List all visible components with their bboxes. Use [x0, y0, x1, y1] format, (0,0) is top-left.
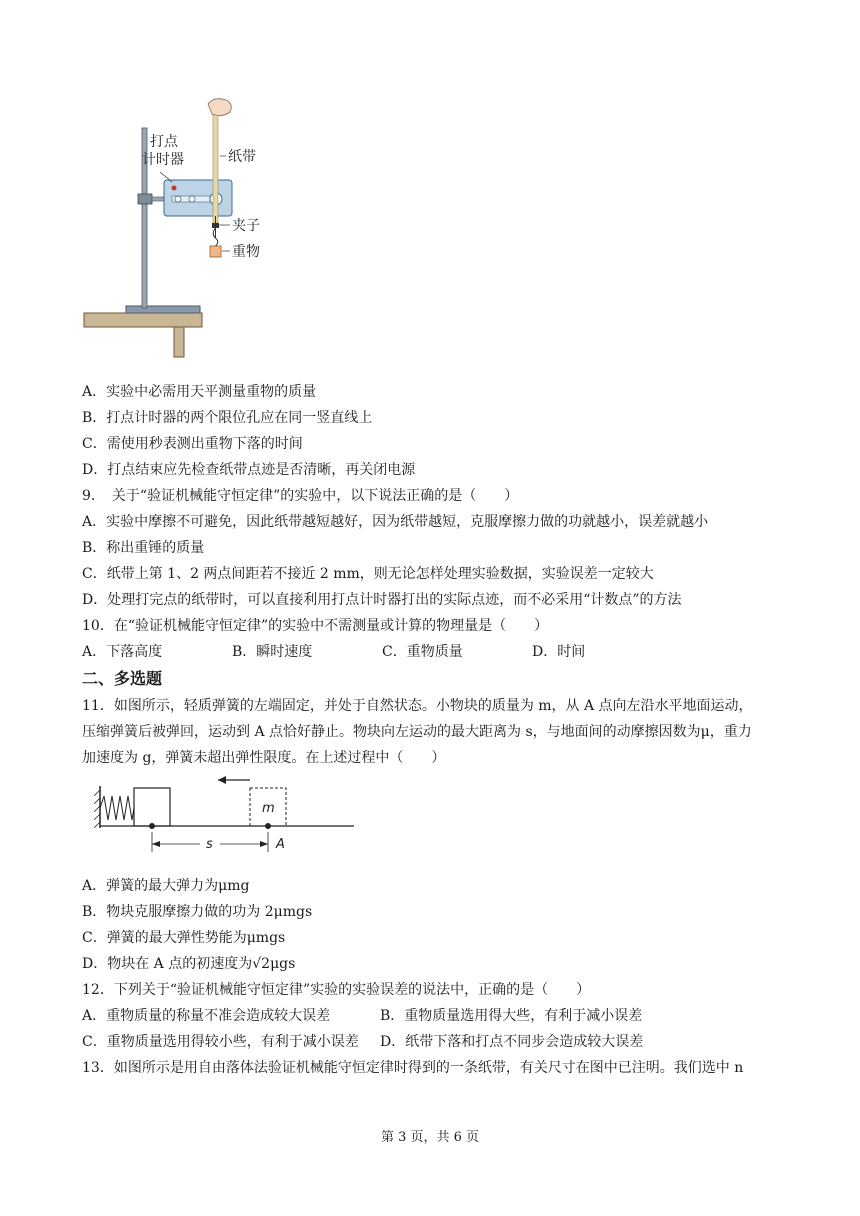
- q10-options: [82, 642, 585, 662]
- label-weight: 重物: [232, 244, 260, 260]
- q9-option-c: C．纸带上第 1、2 两点间距若不接近 2 mm，则无论怎样处理实验数据，实验误差一定较大: [82, 566, 654, 582]
- q12-options-row1: [82, 1006, 642, 1026]
- q9-option-d: D．处理打完点的纸带时，可以直接利用打点计时器打出的实际点迹，而不必采用“计数点”的方法: [82, 592, 682, 608]
- q11-stem-line1: 11．如图所示，轻质弹簧的左端固定，并处于自然状态。小物块的质量为 m，从 A 点向左沿水平地面运动，: [82, 698, 753, 714]
- apparatus-figure: [80, 98, 280, 360]
- q12-stem: 12．下列关于“验证机械能守恒定律”实验的实验误差的说法中，正确的是（ ）: [82, 982, 591, 998]
- page-number: 第 3 页，共 6 页: [380, 1130, 480, 1145]
- q12-option-d: D．纸带下落和打点不同步会造成较大误差: [380, 1034, 644, 1050]
- q8-option-b: B．打点计时器的两个限位孔应在同一竖直线上: [82, 410, 373, 426]
- spring-block-figure: [90, 772, 360, 858]
- label-A: A: [276, 837, 285, 852]
- q12-option-a: A．重物质量的称量不准会造成较大误差: [82, 1008, 331, 1024]
- q12-option-b: B．重物质量选用得大些，有利于减小误差: [380, 1008, 643, 1024]
- q9-stem: 9． 关于“验证机械能守恒定律”的实验中，以下说法正确的是（ ）: [82, 488, 519, 504]
- q11-stem-line3: 加速度为 g，弹簧未超出弹性限度。在上述过程中（ ）: [82, 750, 446, 766]
- label-tape: 纸带: [228, 149, 256, 165]
- q8-option-d: D．打点结束应先检查纸带点迹是否清晰，再关闭电源: [82, 462, 416, 478]
- q11-option-d: D．物块在 A 点的初速度为√2μgs: [82, 956, 296, 972]
- q11-option-c: C．弹簧的最大弹性势能为μmgs: [82, 930, 286, 946]
- q8-option-c: C．需使用秒表测出重物下落的时间: [82, 436, 303, 452]
- q10-option-c: C．重物质量: [382, 644, 463, 660]
- q9-option-b: B．称出重锤的质量: [82, 540, 205, 556]
- q10-option-a: A．下落高度: [82, 644, 163, 660]
- q12-option-c: C．重物质量选用得较小些，有利于减小误差: [82, 1034, 359, 1050]
- label-m: m: [262, 801, 275, 816]
- q12-options-row2: [82, 1032, 643, 1052]
- q11-stem-line2: 压缩弹簧后被弹回，运动到 A 点恰好静止。物块向左运动的最大距离为 s，与地面间的动摩擦因数为μ，重力: [82, 724, 752, 740]
- q10-option-d: D．时间: [532, 644, 586, 660]
- q11-option-a: A．弹簧的最大弹力为μmg: [82, 878, 250, 894]
- label-s: s: [206, 837, 213, 852]
- q10-stem: 10．在“验证机械能守恒定律”的实验中不需测量或计算的物理量是（ ）: [82, 618, 549, 634]
- label-clip: 夹子: [232, 218, 260, 234]
- q13-stem: 13．如图所示是用自由落体法验证机械能守恒定律时得到的一条纸带，有关尺寸在图中已注明。我们选中 n: [82, 1060, 744, 1076]
- label-timer-line1: 打点: [150, 134, 178, 150]
- section-heading: 二、多选题: [82, 669, 163, 688]
- label-timer-line2: 计时器: [142, 152, 184, 168]
- q10-option-b: B．瞬时速度: [232, 644, 313, 660]
- q8-option-a: A．实验中必需用天平测量重物的质量: [82, 384, 317, 400]
- q11-option-b: B．物块克服摩擦力做的功为 2μmgs: [82, 904, 313, 920]
- q9-option-a: A．实验中摩擦不可避免，因此纸带越短越好，因为纸带越短，克服摩擦力做的功就越小，误差就越小: [82, 514, 709, 530]
